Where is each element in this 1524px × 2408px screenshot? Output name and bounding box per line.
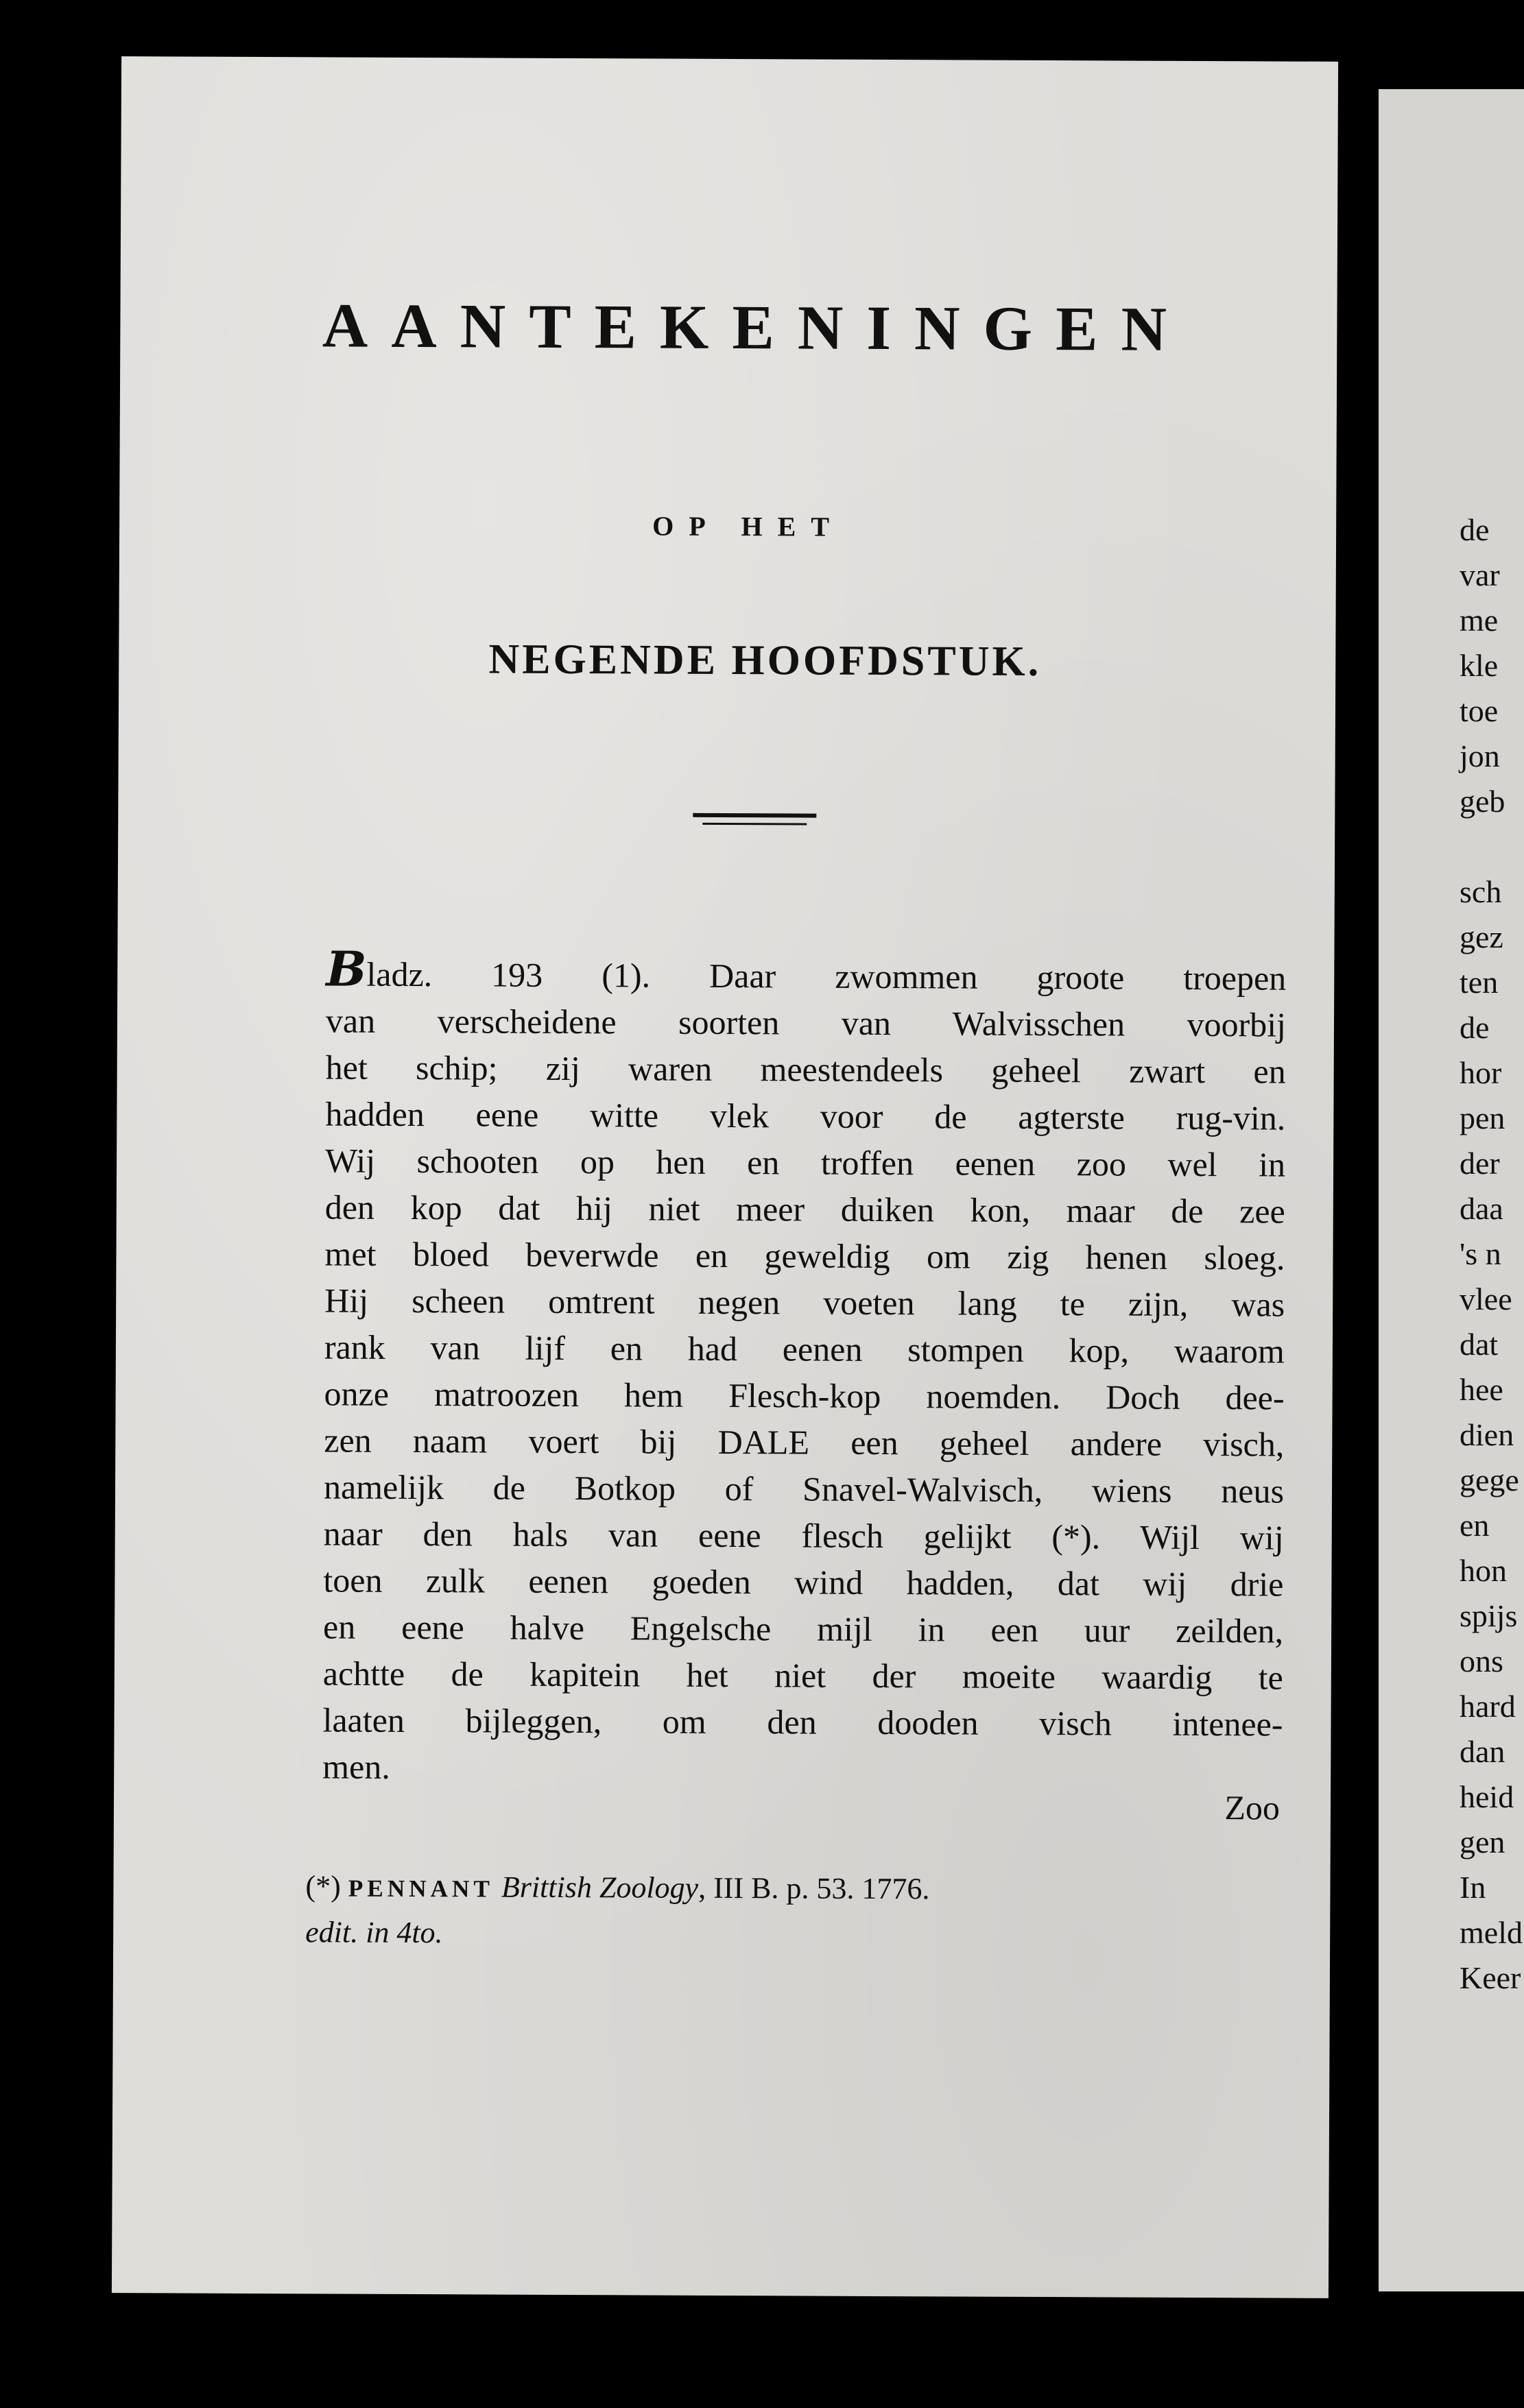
page-title: AANTEKENINGEN bbox=[322, 290, 1191, 364]
catchword: Zoo bbox=[1224, 1788, 1281, 1827]
facing-page-line: hee bbox=[1460, 1372, 1503, 1407]
body-line-1: Bladz. 193 (1). Daar zwommen groote troepen bbox=[326, 940, 1287, 998]
facing-page-line: var bbox=[1460, 557, 1500, 592]
body-line: toen zulk eenen goeden wind hadden, dat wij drie bbox=[323, 1561, 1284, 1604]
body-line: naar den hals van eene flesch gelijkt (*). Wijl wij bbox=[323, 1514, 1284, 1557]
footnote-marker: (*) bbox=[305, 1869, 341, 1903]
footnote-reference: , III B. p. 53. 1776. bbox=[698, 1870, 930, 1906]
facing-page-line: dien bbox=[1460, 1417, 1514, 1452]
facing-page-line: der bbox=[1460, 1146, 1500, 1181]
facing-page-line: spijs bbox=[1460, 1598, 1518, 1633]
facing-page-line: dan bbox=[1460, 1734, 1505, 1769]
body-line: met bloed beverwde en geweldig om zig henen sloeg. bbox=[324, 1234, 1285, 1277]
facing-page-line: en bbox=[1460, 1508, 1490, 1543]
facing-page-line bbox=[1460, 824, 1523, 869]
body-line: en eene halve Engelsche mijl in een uur zeilden, bbox=[323, 1607, 1284, 1650]
footnote-work: Brittish Zoology bbox=[501, 1870, 699, 1905]
facing-page-line: meld bbox=[1460, 1915, 1523, 1950]
facing-page-line: toe bbox=[1460, 693, 1499, 728]
facing-page-line: heid bbox=[1460, 1779, 1514, 1814]
body-line: laaten bijleggen, om den dooden visch intenee- bbox=[322, 1700, 1283, 1744]
facing-page-line: 's n bbox=[1460, 1236, 1501, 1271]
body-line: zen naam voert bij DALE een geheel andere visch, bbox=[324, 1421, 1285, 1464]
facing-page-line: vlee bbox=[1460, 1281, 1512, 1316]
facing-page-line: In bbox=[1460, 1870, 1486, 1905]
ornamental-rule bbox=[693, 813, 816, 830]
facing-page-line: hon bbox=[1460, 1553, 1507, 1588]
body-line: namelijk de Botkop of Snavel-Walvisch, wiens neus bbox=[323, 1467, 1285, 1510]
facing-page-line: me bbox=[1460, 603, 1499, 638]
body-line: Hij scheen omtrent negen voeten lang te zijn, was bbox=[324, 1281, 1285, 1324]
facing-page-line: gen bbox=[1460, 1825, 1505, 1859]
facing-page-line: hor bbox=[1460, 1055, 1502, 1090]
facing-page-line: jon bbox=[1460, 738, 1500, 773]
facing-page-line: de bbox=[1460, 512, 1490, 547]
body-line: den kop dat hij niet meer duiken kon, maar de zee bbox=[324, 1188, 1285, 1231]
facing-page-line: geb bbox=[1460, 784, 1505, 819]
facing-page-line: Keer bbox=[1460, 1960, 1521, 1995]
book-page bbox=[112, 56, 1338, 2298]
facing-page-line: dat bbox=[1460, 1327, 1499, 1362]
facing-page bbox=[1379, 89, 1524, 2291]
body-line: rank van lijf en had eenen stompen kop, waarom bbox=[324, 1327, 1285, 1371]
facing-page-line: daa bbox=[1460, 1191, 1503, 1226]
facing-page-line: de bbox=[1460, 1010, 1490, 1045]
facing-page-line: gez bbox=[1460, 919, 1503, 954]
page-subtitle: OP HET bbox=[652, 510, 845, 542]
facing-page-line: pen bbox=[1460, 1100, 1505, 1135]
facing-page-line: gege bbox=[1460, 1462, 1519, 1497]
body-line: onze matroozen hem Flesch-kop noemden. Doch dee- bbox=[324, 1374, 1285, 1417]
chapter-title: NEGENDE HOOFDSTUK. bbox=[488, 636, 1042, 686]
footnote-author: PENNANT bbox=[348, 1875, 494, 1903]
facing-page-line: sch bbox=[1460, 874, 1502, 909]
body-line: achtte de kapitein het niet der moeite waardig te bbox=[322, 1654, 1283, 1697]
facing-page-line: ons bbox=[1460, 1644, 1503, 1678]
body-line: van verscheidene soorten van Walvisschen voorbij bbox=[325, 1001, 1287, 1044]
body-text bbox=[322, 940, 1287, 1794]
facing-page-line: ten bbox=[1460, 965, 1499, 1000]
footnote bbox=[305, 1864, 1280, 1958]
facing-page-line: hard bbox=[1460, 1689, 1516, 1724]
body-line: Wij schooten op hen en troffen eenen zoo wel in bbox=[324, 1141, 1286, 1184]
facing-page-line: kle bbox=[1460, 648, 1499, 683]
footnote-edition: edit. in 4to. bbox=[305, 1915, 443, 1950]
body-line: men. bbox=[322, 1747, 390, 1786]
body-line: het schip; zij waren meestendeels geheel zwart en bbox=[325, 1048, 1286, 1091]
dropcap: B bbox=[326, 940, 367, 998]
facing-page-text bbox=[1460, 507, 1523, 2001]
body-line: hadden eene witte vlek voor de agterste rug-vin. bbox=[325, 1094, 1286, 1137]
